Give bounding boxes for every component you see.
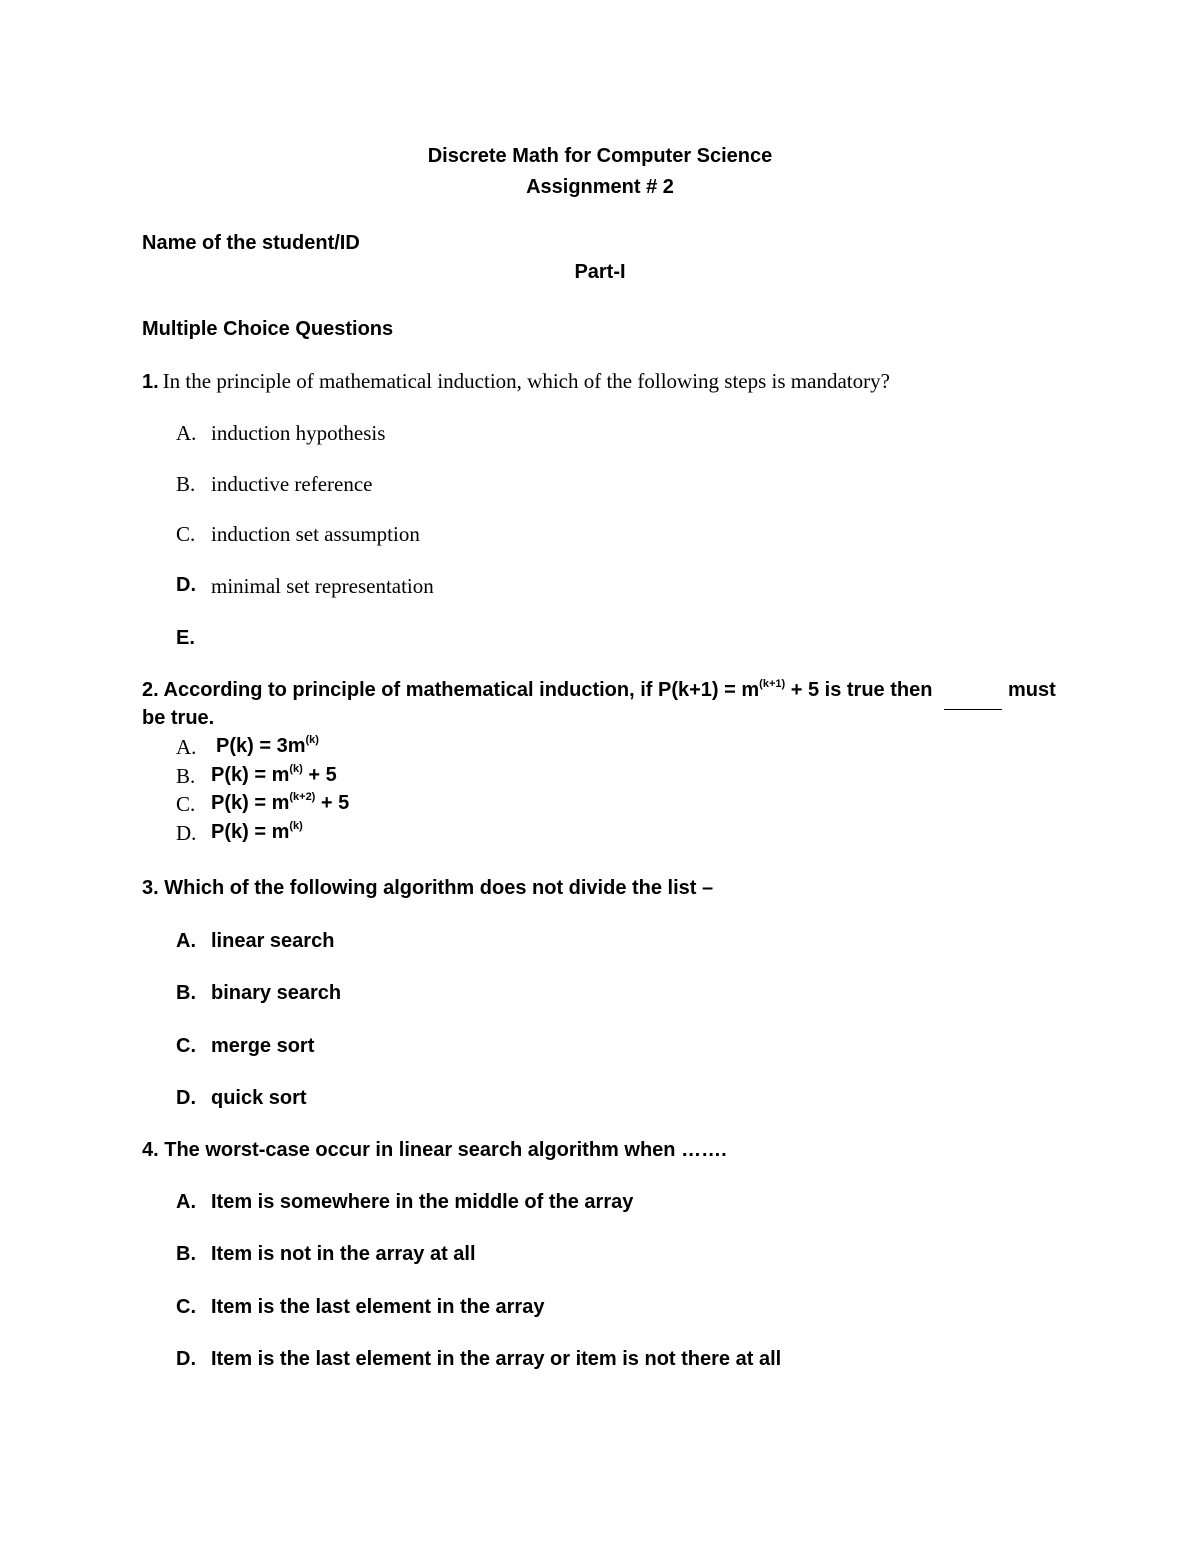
- option-1b: [176, 472, 195, 497]
- option-2d-text: [211, 821, 303, 844]
- part-label: Part-I: [574, 261, 626, 283]
- question-number: 1.: [142, 371, 159, 393]
- option-letter: A.: [176, 735, 197, 759]
- option-1b-text: inductive reference: [211, 472, 373, 496]
- option-2a: [176, 735, 196, 760]
- superscript: (k+1): [759, 678, 786, 690]
- option-1d-text: minimal set representation: [211, 574, 434, 598]
- option-3b-text: binary search: [211, 982, 342, 1004]
- option-2c: [176, 792, 195, 817]
- superscript: (k+2): [289, 791, 316, 803]
- option-4c-text: Item is the last element in the array: [211, 1296, 545, 1318]
- option-4c: C.: [176, 1296, 196, 1318]
- option-2d: [176, 821, 196, 846]
- formula-base: P(k) = m: [211, 764, 290, 786]
- superscript: (k): [289, 820, 303, 832]
- option-2b: [176, 764, 195, 789]
- question-number: 4.: [142, 1139, 159, 1161]
- option-letter: C.: [176, 522, 196, 546]
- option-letter: C.: [176, 792, 196, 816]
- option-1e: [176, 627, 195, 650]
- option-4a-text: Item is somewhere in the middle of the array: [211, 1191, 634, 1213]
- superscript: (k): [305, 734, 319, 746]
- answer-blank: [944, 698, 1002, 716]
- option-1c-text: induction set assumption: [211, 522, 420, 546]
- section-heading: Multiple Choice Questions: [142, 318, 394, 340]
- option-4b-text: Item is not in the array at all: [211, 1243, 476, 1265]
- formula-base: P(k) = m: [211, 792, 290, 814]
- question-2-must: must: [1008, 679, 1056, 701]
- option-3a: A.: [176, 930, 196, 952]
- option-4d-text: Item is the last element in the array or item is not there at all: [211, 1348, 782, 1370]
- question-number: 3.: [142, 877, 159, 899]
- question-1: [142, 369, 890, 394]
- option-letter: D.: [176, 821, 197, 845]
- question-4: [142, 1139, 727, 1162]
- formula-tail: + 5: [302, 764, 337, 786]
- option-3d: D.: [176, 1087, 196, 1109]
- option-2a-text: [216, 735, 319, 758]
- assignment-number: Assignment # 2: [526, 176, 674, 198]
- question-2-line2: be true.: [142, 707, 215, 729]
- option-3a-text: linear search: [211, 930, 335, 952]
- superscript: (k): [289, 763, 303, 775]
- question-text: In the principle of mathematical induction, which of the following steps is mandatory?: [162, 369, 890, 393]
- student-name-label: Name of the student/ID: [142, 232, 360, 254]
- option-3b: B.: [176, 982, 196, 1004]
- option-3c-text: merge sort: [211, 1035, 315, 1057]
- option-letter: B.: [176, 764, 196, 788]
- option-3d-text: quick sort: [211, 1087, 307, 1109]
- option-2c-text: [211, 792, 349, 815]
- question-text-cont: + 5 is true then: [785, 679, 933, 701]
- option-letter: A.: [176, 421, 197, 445]
- formula-base: P(k) = 3m: [216, 735, 306, 757]
- document-title: Discrete Math for Computer Science: [427, 145, 773, 167]
- option-1a-text: induction hypothesis: [211, 421, 386, 445]
- option-1a: [176, 421, 196, 446]
- option-4b: B.: [176, 1243, 196, 1265]
- question-2: [142, 679, 932, 702]
- option-letter: D.: [176, 574, 196, 596]
- question-number: 2.: [142, 679, 159, 701]
- question-text: According to principle of mathematical induction, if P(k+1) = m: [163, 679, 760, 701]
- formula-base: P(k) = m: [211, 821, 290, 843]
- option-1d: [176, 574, 196, 597]
- question-text: The worst-case occur in linear search algorithm when …….: [164, 1139, 727, 1161]
- option-4a: A.: [176, 1191, 196, 1213]
- option-4d: D.: [176, 1348, 196, 1370]
- formula-tail: + 5: [315, 792, 350, 814]
- option-letter: B.: [176, 472, 196, 496]
- question-3: [142, 877, 713, 900]
- option-1c: [176, 522, 195, 547]
- question-text: Which of the following algorithm does not divide the list –: [164, 877, 714, 899]
- option-2b-text: [211, 764, 337, 787]
- option-3c: C.: [176, 1035, 196, 1057]
- option-letter: E.: [176, 627, 195, 649]
